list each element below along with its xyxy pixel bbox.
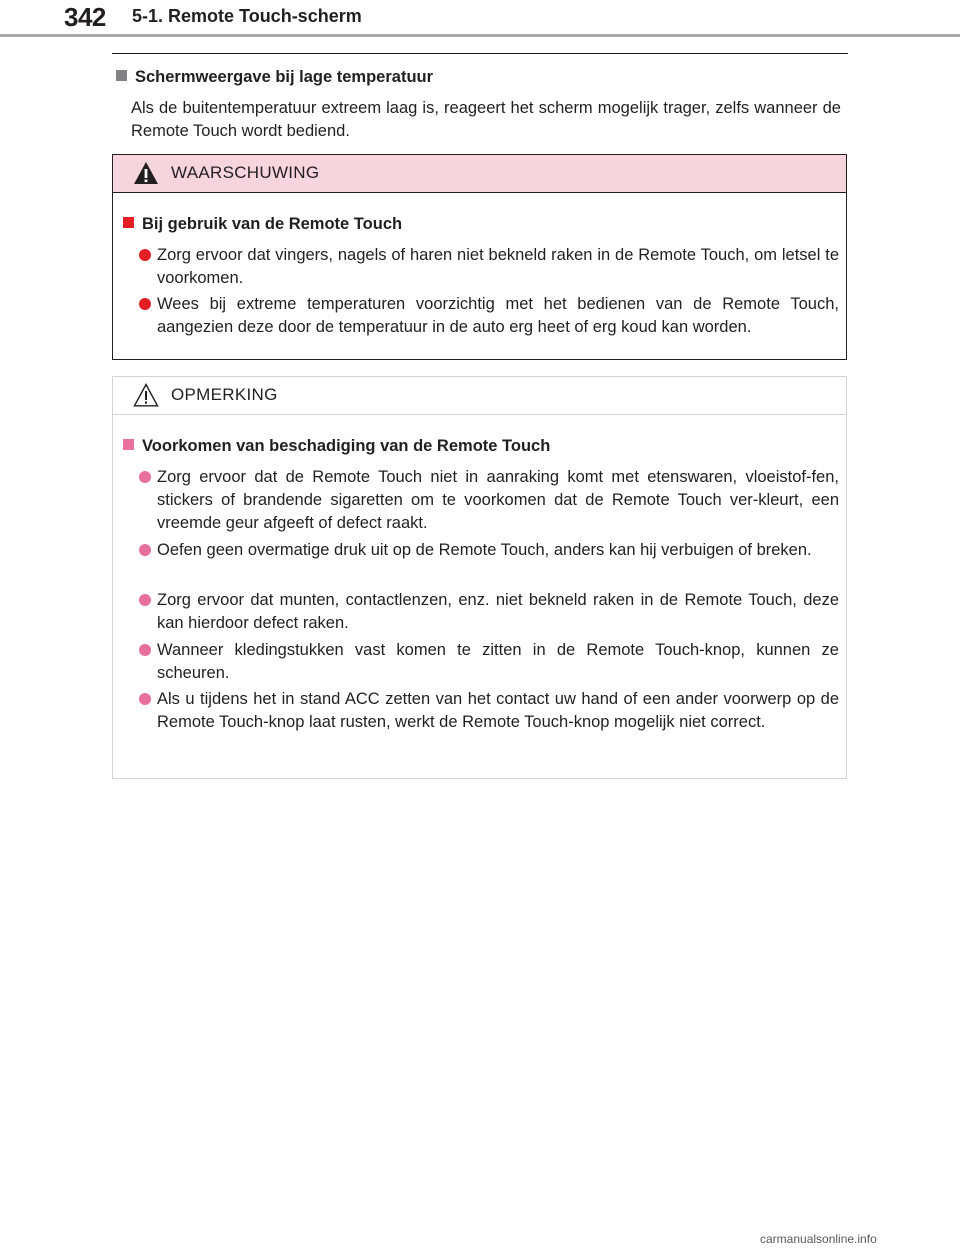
notice-bullet: Als u tijdens het in stand ACC zetten van het contact uw hand of een ander voorwerp op de Remote Touch-knop laat rusten, werkt de Remote Touch-knop mogelijk niet correct.: [137, 688, 839, 734]
page-header: [0, 0, 960, 40]
square-bullet-icon: [123, 217, 134, 228]
warning-header: [113, 155, 846, 193]
warning-bullet: Wees bij extreme temperaturen voorzichtig met het bedienen van de Remote Touch, aangezien deze door de temperatuur in de auto erg heet of erg koud kan worden.: [137, 293, 839, 339]
notice-bullet: Oefen geen overmatige druk uit op de Remote Touch, anders kan hij verbuigen of breken.: [137, 539, 839, 562]
intro-text: Als de buitentemperatuur extreem laag is, reageert het scherm mogelijk trager, zelfs wanneer de Remote Touch wordt bediend.: [131, 99, 841, 140]
bullet-dot-icon: [139, 544, 151, 556]
bullet-dot-icon: [139, 298, 151, 310]
section-title: 5-1. Remote Touch-scherm: [132, 6, 362, 26]
caution-triangle-icon: [133, 383, 159, 407]
watermark: carmanualsonline.info: [760, 1232, 877, 1246]
bullet-dot-icon: [139, 644, 151, 656]
bullet-dot-icon: [139, 594, 151, 606]
warning-bullet: Zorg ervoor dat vingers, nagels of haren niet bekneld raken in de Remote Touch, om letsel te voorkomen.: [137, 244, 839, 290]
warning-box: [112, 154, 847, 360]
bullet-dot-icon: [139, 471, 151, 483]
notice-bullet: Zorg ervoor dat munten, contactlenzen, enz. niet bekneld raken in de Remote Touch, deze kan hierdoor defect raken.: [137, 589, 839, 635]
square-bullet-icon: [116, 70, 127, 81]
notice-label: OPMERKING: [171, 385, 278, 404]
warning-heading: Bij gebruik van de Remote Touch: [123, 215, 402, 234]
header-rule: [0, 34, 960, 37]
notice-box: [112, 376, 847, 779]
square-bullet-icon: [123, 439, 134, 450]
warning-triangle-icon: [133, 161, 159, 185]
bullet-dot-icon: [139, 693, 151, 705]
bullet-dot-icon: [139, 249, 151, 261]
intro-heading: Schermweergave bij lage temperatuur: [116, 68, 433, 87]
notice-bullet: Wanneer kledingstukken vast komen te zitten in de Remote Touch-knop, kunnen ze scheuren.: [137, 639, 839, 685]
page-number: 342: [64, 2, 106, 32]
notice-heading: Voorkomen van beschadiging van de Remote Touch: [123, 437, 550, 456]
section-divider: [112, 53, 848, 54]
notice-bullet: Zorg ervoor dat de Remote Touch niet in aanraking komt met etenswaren, vloeistof-fen, stickers of brandende sigaretten om te voorkomen dat de Remote Touch ver-kleurt, een vreemde geur afgeeft of defect raakt.: [137, 466, 839, 535]
notice-header: [113, 377, 846, 415]
warning-label: WAARSCHUWING: [171, 163, 320, 182]
